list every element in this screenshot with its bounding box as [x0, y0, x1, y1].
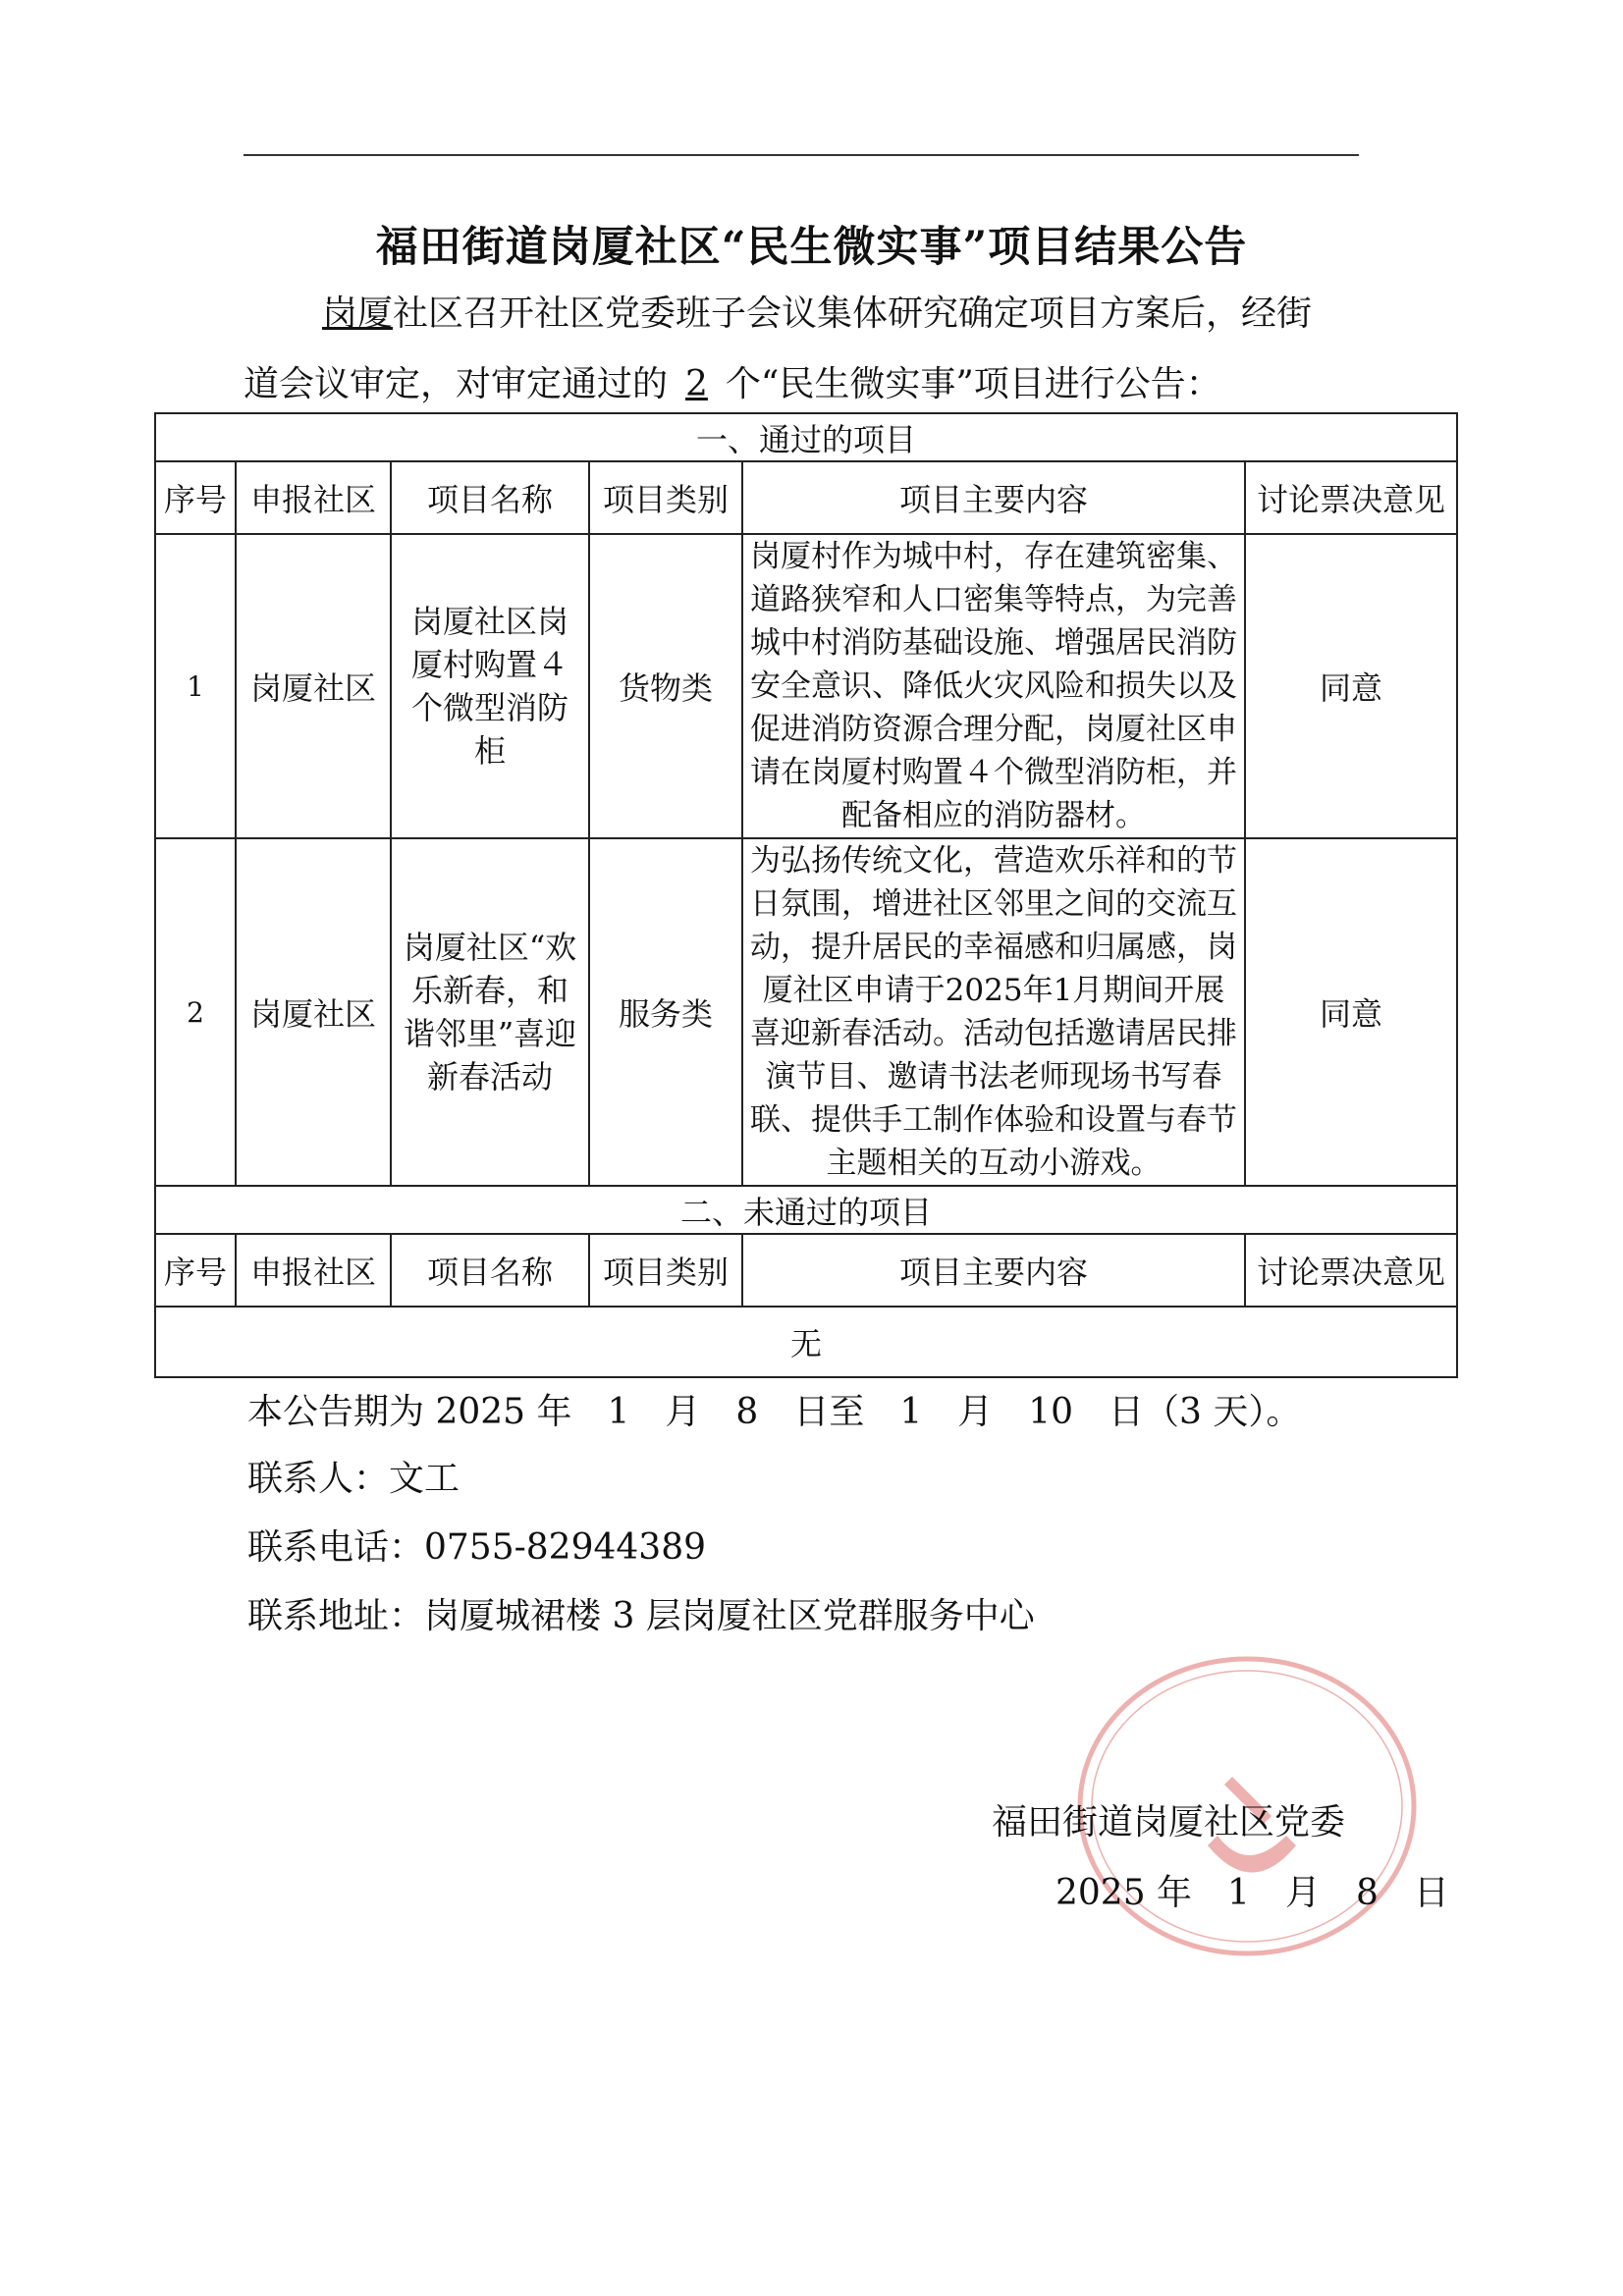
intro-line-1-text: 社区召开社区党委班子会议集体研究确定项目方案后，经街: [393, 294, 1313, 334]
contact-person: 联系人：文工: [247, 1459, 460, 1499]
header-seq: 序号: [155, 461, 236, 534]
row-opinion: 同意: [1245, 838, 1457, 1186]
contact-phone: 联系电话：0755-82944389: [247, 1527, 707, 1568]
header-category: 项目类别: [589, 1234, 742, 1307]
row-content: 岗厦村作为城中村，存在建筑密集、道路狭窄和人口密集等特点，为完善城中村消防基础设施、增强居民消防安全意识、降低火灾风险和损失以及促进消防资源合理分配，岗厦社区申请在岗厦村购置４个微型消防柜，并配备相应的消防器材。: [742, 534, 1245, 838]
intro-line-1: [243, 285, 1373, 344]
intro-count: 2: [685, 364, 708, 404]
row-category: 货物类: [589, 534, 742, 838]
header-seq: 序号: [155, 1234, 236, 1307]
row-seq: 1: [155, 534, 236, 838]
table-row: [155, 838, 1457, 1186]
header-content: 项目主要内容: [742, 461, 1245, 534]
section-title-failed: 二、未通过的项目: [155, 1186, 1457, 1234]
row-seq: 2: [155, 838, 236, 1186]
notice-period: 本公告期为 2025 年 1 月 8 日至 1 月 10 日（3 天）。: [247, 1392, 1302, 1432]
header-community: 申报社区: [236, 461, 391, 534]
signature-org: 福田街道岗厦社区党委: [992, 1802, 1346, 1842]
section-row-passed: [155, 413, 1457, 461]
header-name: 项目名称: [391, 461, 589, 534]
intro-line-2: [243, 355, 1373, 414]
row-name: 岗厦社区岗厦村购置４个微型消防柜: [391, 534, 589, 838]
row-opinion: 同意: [1245, 534, 1457, 838]
contact-address: 联系地址：岗厦城裙楼 3 层岗厦社区党群服务中心: [247, 1596, 1035, 1636]
header-community: 申报社区: [236, 1234, 391, 1307]
section-title-passed: 一、通过的项目: [155, 413, 1457, 461]
header-opinion: 讨论票决意见: [1245, 1234, 1457, 1307]
row-category: 服务类: [589, 838, 742, 1186]
header-rule: [243, 154, 1359, 156]
header-category: 项目类别: [589, 461, 742, 534]
section-row-failed: [155, 1186, 1457, 1234]
row-community: 岗厦社区: [236, 534, 391, 838]
row-community: 岗厦社区: [236, 838, 391, 1186]
failed-none-text: 无: [155, 1307, 1457, 1377]
intro-line-2-text-b: 个“民生微实事”项目进行公告：: [725, 364, 1221, 404]
failed-none-row: [155, 1307, 1457, 1377]
page-title: 福田街道岗厦社区“民生微实事”项目结果公告: [375, 223, 1248, 272]
projects-table: [154, 412, 1458, 1378]
header-content: 项目主要内容: [742, 1234, 1245, 1307]
header-name: 项目名称: [391, 1234, 589, 1307]
table-row: [155, 534, 1457, 838]
table-header-row-failed: [155, 1234, 1457, 1307]
table-header-row: [155, 461, 1457, 534]
row-name: 岗厦社区“欢乐新春，和谐邻里”喜迎新春活动: [391, 838, 589, 1186]
intro-line-2-text-a: 道会议审定，对审定通过的: [243, 364, 669, 404]
intro-community-underlined: 岗厦: [322, 294, 394, 334]
header-opinion: 讨论票决意见: [1245, 461, 1457, 534]
row-content: 为弘扬传统文化，营造欢乐祥和的节日氛围，增进社区邻里之间的交流互动，提升居民的幸福感和归属感，岗厦社区申请于2025年1月期间开展喜迎新春活动。活动包括邀请居民排演节目、邀请书法老师现场书写春联、提供手工制作体验和设置与春节主题相关的互动小游戏。: [742, 838, 1245, 1186]
signature-date: 2025 年 1 月 8 日: [1055, 1873, 1449, 1913]
